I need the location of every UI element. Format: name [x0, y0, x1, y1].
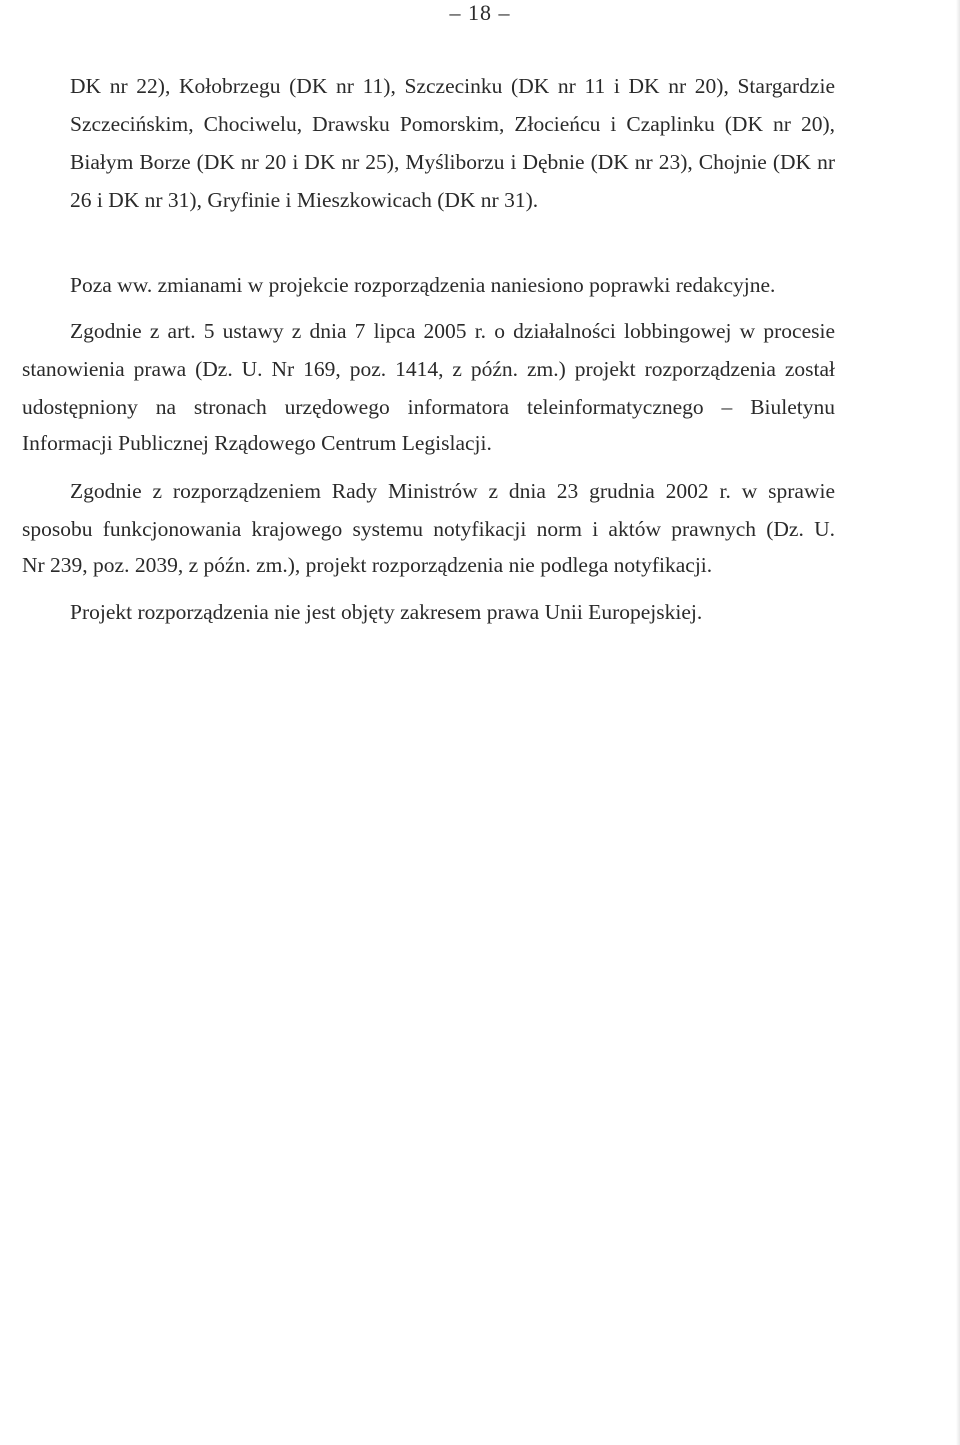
paragraph-4-line-1: Zgodnie z rozporządzeniem Rady Ministrów z dnia 23 grudnia 2002 r. w sprawie — [70, 479, 835, 503]
paragraph-1-line-3: Białym Borze (DK nr 20 i DK nr 25), Myśliborzu i Dębnie (DK nr 23), Chojnie (DK nr — [70, 150, 835, 174]
paragraph-3-line-3: udostępniony na stronach urzędowego informatora teleinformatycznego – Biuletynu — [22, 395, 835, 419]
page-edge-shadow — [956, 0, 960, 1445]
paragraph-3-line-2: stanowienia prawa (Dz. U. Nr 169, poz. 1414, z późn. zm.) projekt rozporządzenia został — [22, 357, 835, 381]
paragraph-1-line-1: DK nr 22), Kołobrzegu (DK nr 11), Szczecinku (DK nr 11 i DK nr 20), Stargardzie — [70, 74, 835, 98]
paragraph-3-line-4: Informacji Publicznej Rządowego Centrum Legislacji. — [22, 431, 492, 455]
paragraph-1-line-2: Szczecińskim, Chociwelu, Drawsku Pomorskim, Złocieńcu i Czaplinku (DK nr 20), — [70, 112, 835, 136]
page-number: – 18 – — [449, 0, 511, 25]
paragraph-4-line-2: sposobu funkcjonowania krajowego systemu notyfikacji norm i aktów prawnych (Dz. U. — [22, 517, 835, 541]
paragraph-3-line-1: Zgodnie z art. 5 ustawy z dnia 7 lipca 2005 r. o działalności lobbingowej w procesie — [70, 319, 835, 343]
paragraph-5-line-1: Projekt rozporządzenia nie jest objęty zakresem prawa Unii Europejskiej. — [70, 600, 703, 624]
paragraph-1-line-4: 26 i DK nr 31), Gryfinie i Mieszkowicach (DK nr 31). — [70, 188, 539, 212]
paragraph-4-line-3: Nr 239, poz. 2039, z późn. zm.), projekt rozporządzenia nie podlega notyfikacji. — [22, 553, 713, 577]
paragraph-2-line-1: Poza ww. zmianami w projekcie rozporządzenia naniesiono poprawki redakcyjne. — [70, 273, 776, 297]
